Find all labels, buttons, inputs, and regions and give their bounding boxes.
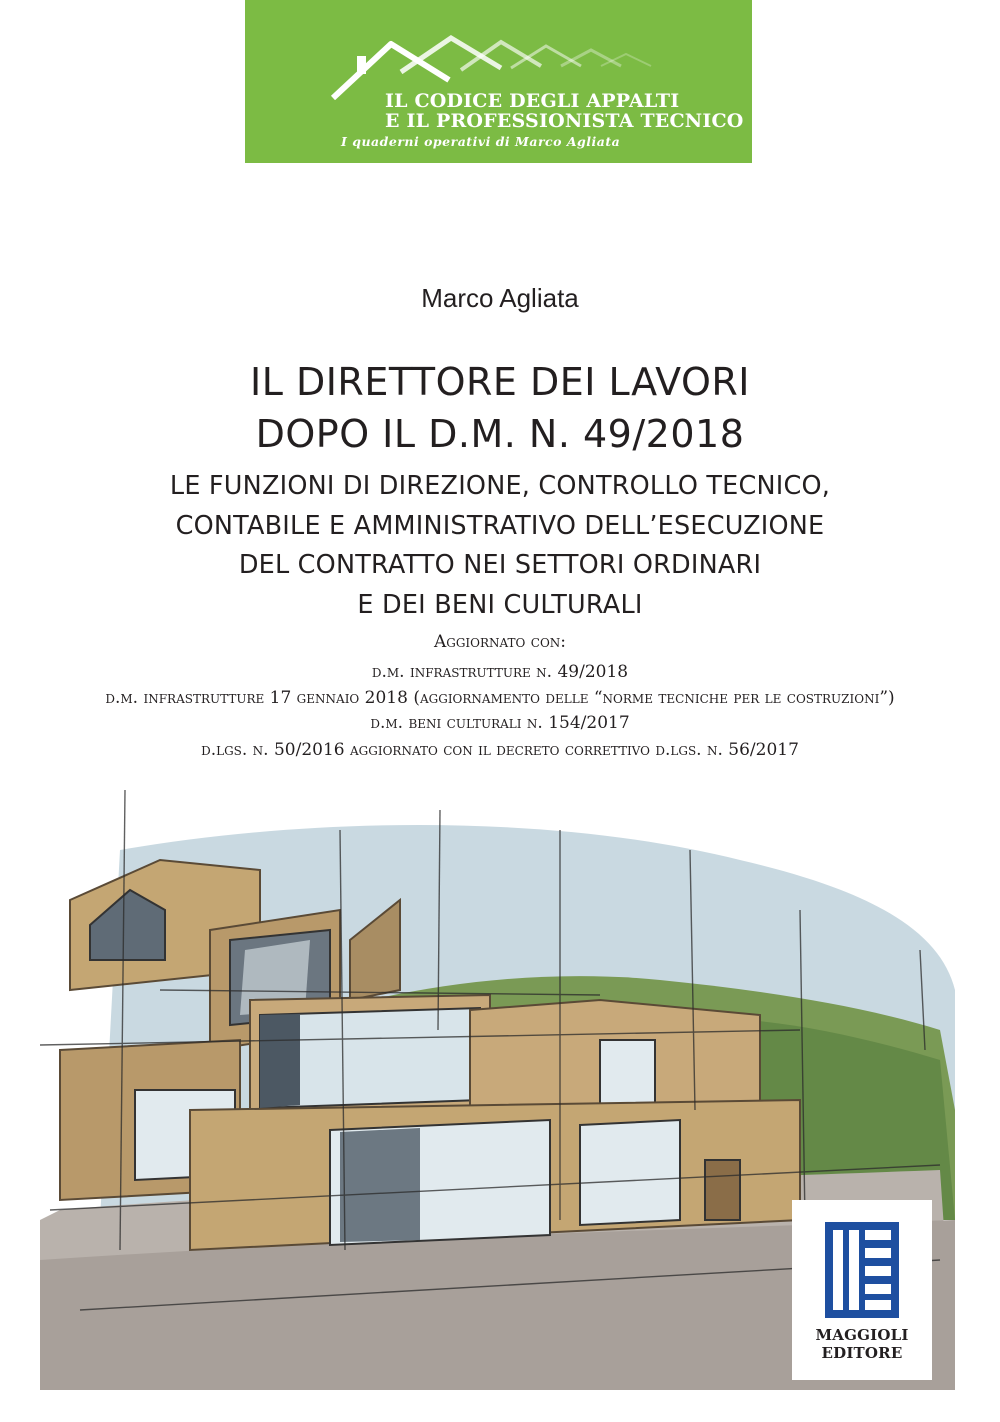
series-title-line1: IL CODICE DEGLI APPALTI <box>385 90 680 112</box>
book-title-line2: DOPO IL D.M. N. 49/2018 <box>255 412 745 456</box>
update-item: d.m. infrastrutture n. 49/2018 <box>371 662 629 682</box>
publisher-logo <box>792 1200 932 1380</box>
series-subtitle: I quaderni operativi di Marco Agliata <box>341 134 621 149</box>
maggioli-logo-icon <box>825 1220 899 1320</box>
update-item: d.m. beni culturali n. 154/2017 <box>370 713 630 733</box>
subtitle-line2: CONTABILE E AMMINISTRATIVO DELL’ESECUZIONE <box>175 511 825 541</box>
subtitle-line3: DEL CONTRATTO NEI SETTORI ORDINARI <box>238 550 762 580</box>
update-item: d.m. infrastrutture 17 gennaio 2018 (aggiornamento delle “norme tecniche per le costruzioni”) <box>105 688 895 708</box>
book-title-line1: IL DIRETTORE DEI LAVORI <box>249 360 750 404</box>
update-item: d.lgs. n. 50/2016 aggiornato con il decreto correttivo d.lgs. n. 56/2017 <box>201 740 799 760</box>
series-title-line2: E IL PROFESSIONISTA TECNICO <box>385 110 744 132</box>
publisher-name: MAGGIOLI <box>815 1326 909 1344</box>
subtitle-line1: LE FUNZIONI DI DIREZIONE, CONTROLLO TECNICO, <box>169 471 831 501</box>
publisher-subname: EDITORE <box>821 1344 903 1362</box>
subtitle-line4: E DEI BENI CULTURALI <box>357 590 643 620</box>
author-name: Marco Agliata <box>421 283 579 313</box>
updates-heading: Aggiornato con: <box>433 632 567 652</box>
series-badge <box>245 0 752 163</box>
